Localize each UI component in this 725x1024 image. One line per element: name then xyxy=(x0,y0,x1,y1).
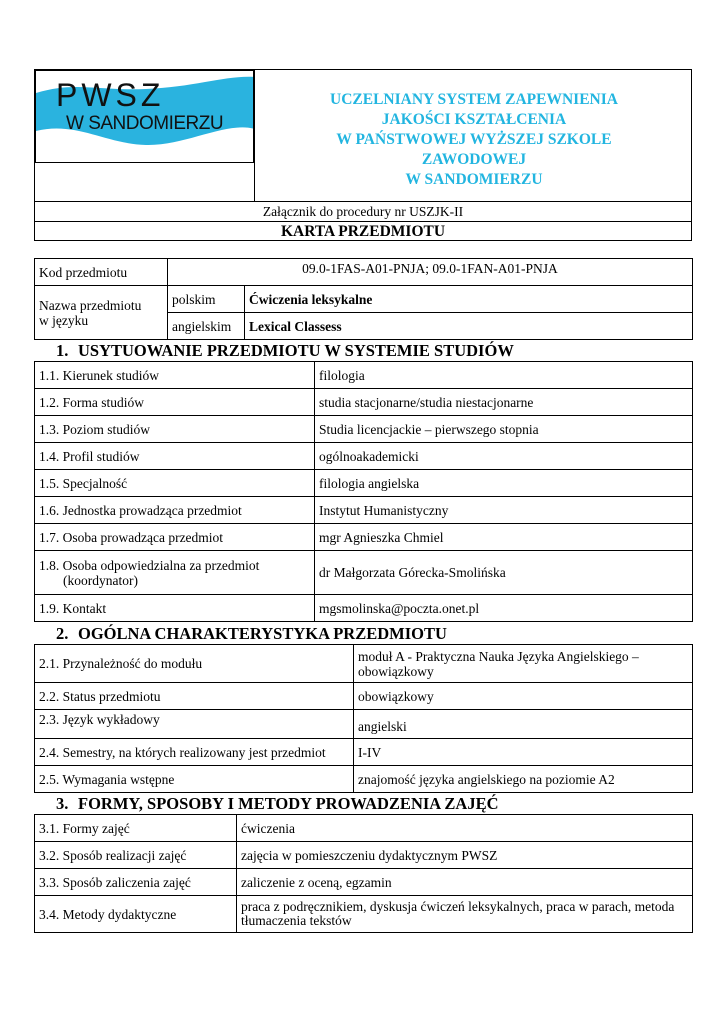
institution-title xyxy=(256,90,692,190)
table-row-label: 1.7. Osoba prowadząca przedmiot xyxy=(34,523,315,551)
logo xyxy=(35,70,254,163)
table-row-label: 1.1. Kierunek studiów xyxy=(34,361,315,389)
table-row-label: 1.5. Specjalność xyxy=(34,469,315,497)
logo-text-sandomierz: W SANDOMIERZU xyxy=(66,113,224,134)
table-row-label: 2.4. Semestry, na których realizowany jest przedmiot xyxy=(34,738,354,766)
table-row-value: filologia xyxy=(314,361,693,389)
title-line: JAKOŚCI KSZTAŁCENIA xyxy=(381,111,567,128)
section-title: FORMY, SPOSOBY I METODY PROWADZENIA ZAJĘĆ xyxy=(78,794,499,813)
code-label: Kod przedmiotu xyxy=(34,258,168,286)
title-line: W SANDOMIERZU xyxy=(405,171,543,188)
table-row-value: dr Małgorzata Górecka-Smolińska xyxy=(314,550,693,595)
section-title: OGÓLNA CHARAKTERYSTYKA PRZEDMIOTU xyxy=(78,624,447,643)
table-row-label: 1.4. Profil studiów xyxy=(34,442,315,470)
name-label: Nazwa przedmiotu w języku xyxy=(34,285,168,340)
title-line: ZAWODOWEJ xyxy=(421,151,527,168)
table-row-value: ćwiczenia xyxy=(236,814,693,842)
table-row-label: 1.2. Forma studiów xyxy=(34,388,315,416)
section-title: USYTUOWANIE PRZEDMIOTU W SYSTEMIE STUDIÓW xyxy=(78,341,514,360)
header-divider-vertical xyxy=(254,69,255,201)
table-row-label: 3.4. Metody dydaktyczne xyxy=(34,895,237,933)
pl-value: Ćwiczenia leksykalne xyxy=(244,285,693,313)
en-label: angielskim xyxy=(167,312,245,340)
table-row-label: 2.1. Przynależność do modułu xyxy=(34,644,354,683)
en-value: Lexical Classess xyxy=(244,312,693,340)
table-row-label: 1.6. Jednostka prowadząca przedmiot xyxy=(34,496,315,524)
code-value: 09.0-1FAS-A01-PNJA; 09.0-1FAN-A01-PNJA xyxy=(167,258,693,286)
pl-label: polskim xyxy=(167,285,245,313)
table-row-value: Instytut Humanistyczny xyxy=(314,496,693,524)
table-row-label: 2.3. Język wykładowy xyxy=(34,709,354,739)
card-title: KARTA PRZEDMIOTU xyxy=(280,223,446,240)
table-row-label: 1.3. Poziom studiów xyxy=(34,415,315,443)
table-row-label: 3.1. Formy zajęć xyxy=(34,814,237,842)
annex-text: Załącznik do procedury nr USZJK-II xyxy=(262,204,464,219)
title-line: UCZELNIANY SYSTEM ZAPEWNIENIA xyxy=(330,91,618,108)
section-2-heading xyxy=(56,625,447,643)
table-row-value: Studia licencjackie – pierwszego stopnia xyxy=(314,415,693,443)
table-row-value: obowiązkowy xyxy=(353,682,693,710)
table-row-label: 2.5. Wymagania wstępne xyxy=(34,765,354,793)
section-number: 3. xyxy=(56,794,69,813)
table-row-label: 3.3. Sposób zaliczenia zajęć xyxy=(34,868,237,896)
table-row-value: ogólnoakademicki xyxy=(314,442,693,470)
table-row-value: I-IV xyxy=(353,738,693,766)
table-row-value: zaliczenie z oceną, egzamin xyxy=(236,868,693,896)
logo-text-pwsz: PWSZ xyxy=(56,77,165,113)
table-row-label: 1.9. Kontakt xyxy=(34,594,315,622)
section-number: 1. xyxy=(56,341,69,360)
section-3-heading xyxy=(56,795,499,813)
table-row-label: 2.2. Status przedmiotu xyxy=(34,682,354,710)
title-line: W PAŃSTWOWEJ WYŻSZEJ SZKOLE xyxy=(336,131,612,148)
table-row-value: praca z podręcznikiem, dyskusja ćwiczeń leksykalnych, praca w parach, metoda tłumaczenia tekstów xyxy=(236,895,693,933)
table-row-label: 1.8. Osoba odpowiedzialna za przedmiot (koordynator) xyxy=(34,550,315,595)
table-row-value: studia stacjonarne/studia niestacjonarne xyxy=(314,388,693,416)
table-row-value: filologia angielska xyxy=(314,469,693,497)
section-1-heading xyxy=(56,342,514,360)
table-row-value: moduł A - Praktyczna Nauka Języka Angielskiego – obowiązkowy xyxy=(353,644,693,683)
table-row-value: zajęcia w pomieszczeniu dydaktycznym PWSZ xyxy=(236,841,693,869)
section-number: 2. xyxy=(56,624,69,643)
table-row-value: mgsmolinska@poczta.onet.pl xyxy=(314,594,693,622)
table-row-value: angielski xyxy=(353,709,693,739)
table-row-value: mgr Agnieszka Chmiel xyxy=(314,523,693,551)
table-row-label: 3.2. Sposób realizacji zajęć xyxy=(34,841,237,869)
table-row-value: znajomość języka angielskiego na poziomie A2 xyxy=(353,765,693,793)
